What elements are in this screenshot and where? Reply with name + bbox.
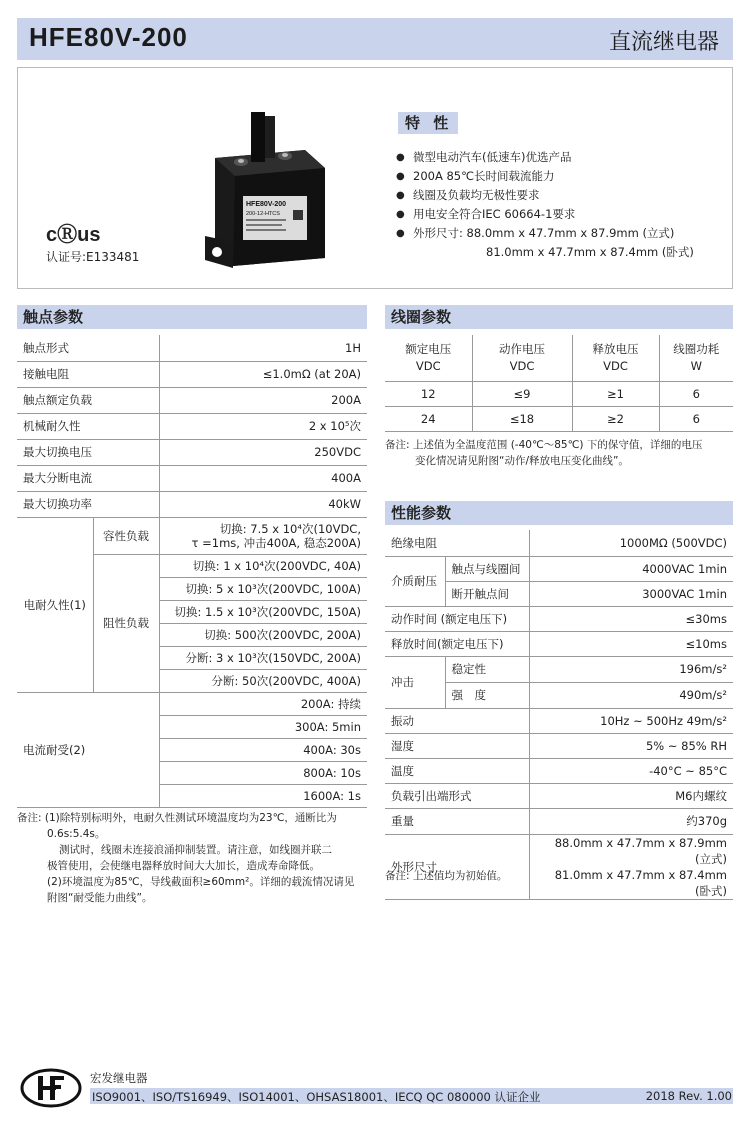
relay-label-model: HFE80V-200 [246,201,287,208]
capacitive-load-label: 容性负载 [93,517,159,554]
contact-label: 触点形式 [17,335,159,361]
model-title: HFE80V-200 [29,22,188,52]
relay-label-code: 200-12-HTCS [246,211,280,217]
perf-value: ≤10ms [529,631,733,656]
hongfa-logo [20,1068,82,1108]
coil-cell: 24 [385,406,472,431]
perf-value: 196m/s² [529,656,733,682]
feature-item: ● 200A 85℃长时间载流能力 [396,167,726,186]
perf-value: 3000VAC 1min [529,581,733,606]
perf-label: 重量 [385,808,529,834]
table-row [17,387,367,413]
table-cell [529,834,733,899]
contact-value: 1H [159,335,367,361]
perf-label: 负载引出端形式 [385,783,529,808]
table-cell [659,335,733,381]
contact-section-title: 触点参数 [17,305,367,329]
table-row [385,783,733,808]
coil-cell: ≤18 [472,406,572,431]
table-row [17,517,367,554]
coil-header-unit: VDC [509,358,535,373]
coil-header-unit: W [690,358,702,373]
perf-value: 4000VAC 1min [529,556,733,581]
company-name: 宏发继电器 [90,1071,148,1085]
table-row [17,361,367,387]
coil-cell: 6 [659,381,733,406]
table-row [385,631,733,656]
current-value: 800A: 10s [159,761,367,784]
contact-label: 触点额定负载 [17,387,159,413]
coil-header: 动作电压 [499,341,545,356]
coil-header: 额定电压 [405,341,452,356]
resistive-value: 分断: 3 x 10³次(150VDC, 200A) [159,646,367,669]
note-line: 0.6s:5.4s。 [47,828,106,840]
resistive-value: 切换: 5 x 10³次(200VDC, 100A) [159,577,367,600]
note-line: 备注: (1)除特别标明外，电耐久性测试环境温度均为23℃，通断比为 [17,812,337,824]
capacitive-value: 切换: 7.5 x 10⁴次(10VDC, [219,521,361,536]
performance-table [385,530,733,900]
feature-item: ● 用电安全符合IEC 60664-1要求 [396,205,726,224]
features-title: 特 性 [398,112,458,134]
performance-section-title: 性能参数 [385,501,733,525]
coil-header: 线圈功耗 [673,341,720,356]
perf-label: 动作时间 (额定电压下) [385,606,529,631]
perf-value: 1000MΩ (500VDC) [529,530,733,556]
table-row [385,406,733,431]
perf-value: 约370g [529,808,733,834]
perf-value: 81.0mm x 47.7mm x 87.4mm (卧式) [554,867,727,898]
resistive-load-label: 阻性负载 [93,554,159,692]
table-row [17,465,367,491]
table-row [385,758,733,783]
note-line: 变化情况请见附图“动作/释放电压变化曲线”。 [415,455,629,467]
contact-value: 200A [159,387,367,413]
perf-value: 5% ~ 85% RH [529,733,733,758]
coil-cell: ≥1 [572,381,659,406]
table-row [385,530,733,556]
feature-item: ● 外形尺寸: 88.0mm x 47.7mm x 87.9mm (立式) [396,224,726,243]
coil-cell: ≤9 [472,381,572,406]
note-line: 备注: 上述值为全温度范围 (-40℃～85℃) 下的保守值，详细的电压 [385,439,703,451]
perf-value: M6内螺纹 [529,783,733,808]
perf-label: 外形尺寸 [385,834,529,899]
contact-label: 最大分断电流 [17,465,159,491]
contact-value: 400A [159,465,367,491]
coil-header-unit: VDC [603,358,628,373]
product-panel [17,67,733,289]
perf-label: 振动 [385,708,529,733]
perf-label: 释放时间(额定电压下) [385,631,529,656]
note-line: 极管使用，会使继电器释放时间大大加长，造成寿命降低。 [47,860,320,872]
shock-label: 冲击 [385,656,445,708]
coil-header: 释放电压 [592,341,639,356]
dielectric-label: 介质耐压 [385,556,445,606]
table-cell [385,335,472,381]
contact-label: 机械耐久性 [17,413,159,439]
feature-item-continuation: 81.0mm x 47.7mm x 87.4mm (卧式) [486,245,694,259]
note-line: 测试时，线圈未连接浪涌抑制装置。请注意，如线圈并联二 [59,844,332,856]
coil-header-unit: VDC [415,358,441,373]
perf-value: -40°C ~ 85°C [529,758,733,783]
table-row [385,556,733,581]
perf-sub-label: 断开触点间 [445,581,529,606]
current-value: 200A: 持续 [159,692,367,715]
feature-item: ● 微型电动汽车(低速车)优选产品 [396,148,726,167]
coil-cell: 6 [659,406,733,431]
contact-label: 最大切换电压 [17,439,159,465]
contact-value: ≤1.0mΩ (at 20A) [159,361,367,387]
current-value: 400A: 30s [159,738,367,761]
table-cell [472,335,572,381]
contact-notes [17,810,367,906]
table-header-row [385,335,733,381]
contact-value: 2 x 10⁵次 [159,413,367,439]
resistive-value: 切换: 500次(200VDC, 200A) [159,623,367,646]
performance-note: 备注: 上述值均为初始值。 [385,870,508,882]
electrical-endurance-label: 电耐久性(1) [17,517,93,692]
table-row [385,708,733,733]
coil-cell: 12 [385,381,472,406]
contact-label: 最大切换功率 [17,491,159,517]
relay-image [193,110,353,270]
resistive-value: 分断: 50次(200VDC, 400A) [159,669,367,692]
table-row [385,808,733,834]
category-title: 直流继电器 [608,30,719,55]
capacitive-value-cont: τ =1ms, 冲击400A, 稳态200A) [191,535,361,550]
table-cell [159,517,367,554]
current-value: 1600A: 1s [159,784,367,807]
table-row [17,491,367,517]
footer-certifications: ISO9001、ISO/TS16949、ISO14001、OHSAS18001、IECQ QC 080000 认证企业 [92,1090,541,1104]
table-row [17,692,367,715]
note-line: (2)环境温度为85℃，导线截面积≥60mm²。详细的载流情况请见 [47,876,355,888]
ul-cert-mark: cⓇus [46,224,101,246]
perf-value: ≤30ms [529,606,733,631]
coil-table [385,335,733,432]
perf-sub-label: 稳定性 [445,656,529,682]
perf-sub-label: 触点与线圈间 [445,556,529,581]
current-withstand-label: 电流耐受(2) [17,692,159,807]
contact-table [17,335,367,808]
perf-label: 湿度 [385,733,529,758]
contact-label: 接触电阻 [17,361,159,387]
footer-revision: 2018 Rev. 1.00 [645,1089,732,1103]
table-row [17,335,367,361]
current-value: 300A: 5min [159,715,367,738]
coil-section-title: 线圈参数 [385,305,733,329]
resistive-value: 切换: 1 x 10⁴次(200VDC, 40A) [159,554,367,577]
feature-item: ● 线圈及负载均无极性要求 [396,186,726,205]
perf-label: 绝缘电阻 [385,530,529,556]
perf-sub-label: 强 度 [445,682,529,708]
contact-value: 250VDC [159,439,367,465]
table-row [385,656,733,682]
table-row [385,606,733,631]
contact-value: 40kW [159,491,367,517]
coil-notes [385,437,733,469]
resistive-value: 切换: 1.5 x 10³次(200VDC, 150A) [159,600,367,623]
header-bar [17,18,733,60]
note-line: 附图“耐受能力曲线”。 [47,892,153,904]
table-row [17,439,367,465]
coil-cell: ≥2 [572,406,659,431]
cert-number: 认证号:E133481 [46,250,140,264]
table-row [385,834,733,899]
table-row [17,413,367,439]
perf-value: 10Hz ~ 500Hz 49m/s² [529,708,733,733]
table-cell [572,335,659,381]
perf-value: 88.0mm x 47.7mm x 87.9mm (立式) [554,835,727,866]
perf-label: 温度 [385,758,529,783]
perf-value: 490m/s² [529,682,733,708]
features-list [396,148,726,262]
table-row [385,381,733,406]
table-row [385,733,733,758]
